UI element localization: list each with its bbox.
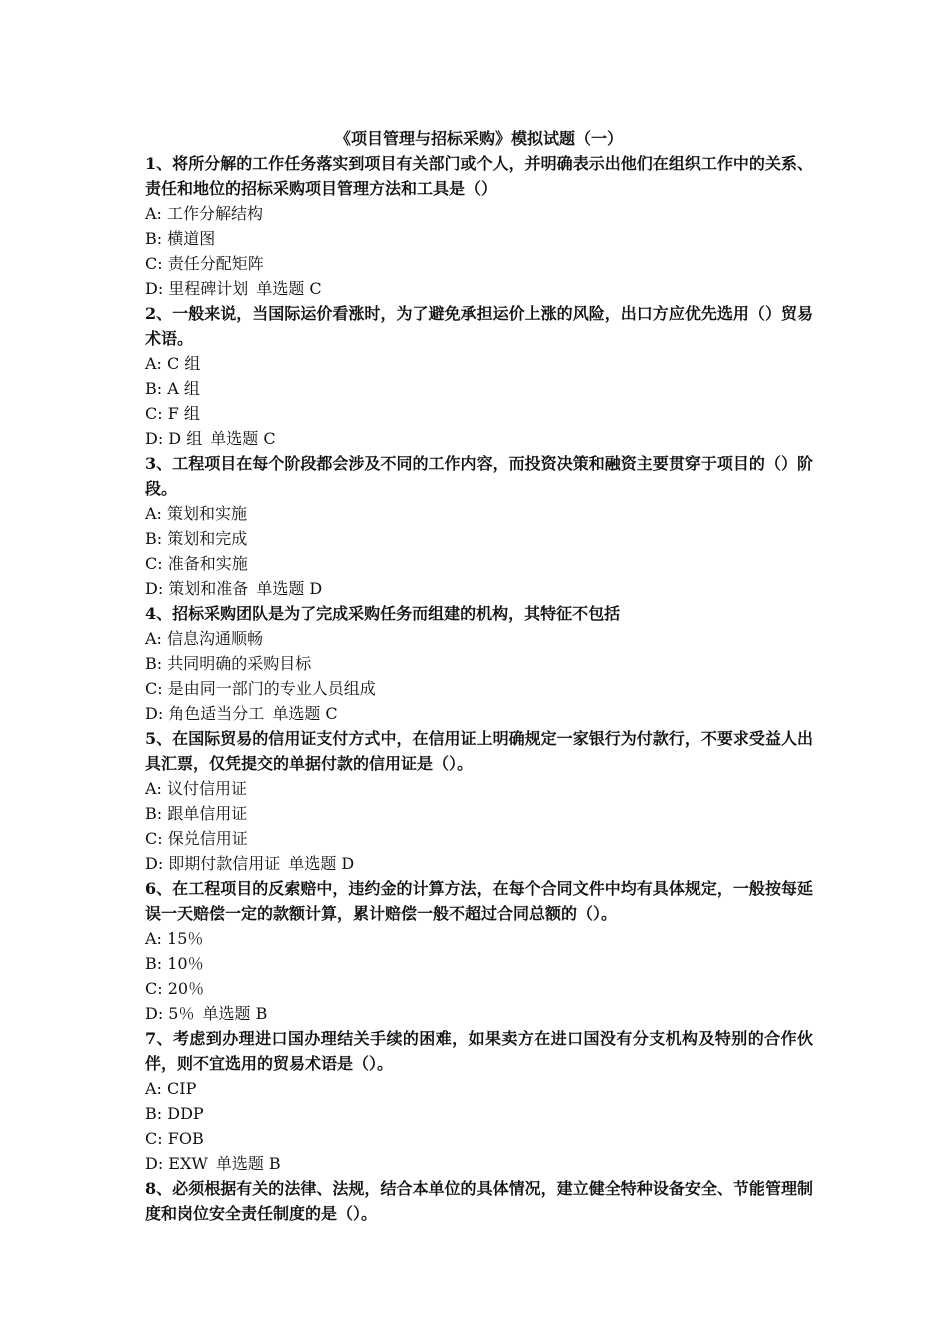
question-block bbox=[145, 1176, 813, 1226]
question-block bbox=[145, 151, 813, 301]
answer-key: 单选题 D bbox=[288, 854, 355, 873]
answer-option bbox=[145, 351, 813, 376]
option-text: C: F 组 bbox=[145, 404, 200, 423]
question-stem: 8、必须根据有关的法律、法规，结合本单位的具体情况，建立健全特种设备安全、节能管理制度和岗位安全责任制度的是（）。 bbox=[145, 1179, 813, 1223]
answer-option bbox=[145, 1101, 813, 1126]
answer-option bbox=[145, 1001, 813, 1026]
answer-option bbox=[145, 951, 813, 976]
answer-key: 单选题 B bbox=[215, 1154, 281, 1173]
option-text: A: 工作分解结构 bbox=[145, 204, 264, 223]
question-stem: 5、在国际贸易的信用证支付方式中，在信用证上明确规定一家银行为付款行，不要求受益人出具汇票，仅凭提交的单据付款的信用证是（）。 bbox=[145, 729, 813, 773]
answer-option bbox=[145, 401, 813, 426]
answer-key: 单选题 D bbox=[256, 579, 323, 598]
answer-option bbox=[145, 426, 813, 451]
question-block bbox=[145, 601, 813, 726]
option-text: D: 里程碑计划 bbox=[145, 279, 249, 298]
option-text: C: FOB bbox=[145, 1129, 204, 1148]
answer-option bbox=[145, 926, 813, 951]
question-stem: 6、在工程项目的反索赔中，违约金的计算方法，在每个合同文件中均有具体规定，一般按每延误一天赔偿一定的款额计算，累计赔偿一般不超过合同总额的（）。 bbox=[145, 879, 813, 923]
option-text: D: D 组 bbox=[145, 429, 203, 448]
answer-option bbox=[145, 626, 813, 651]
answer-option bbox=[145, 976, 813, 1001]
option-text: B: 跟单信用证 bbox=[145, 804, 248, 823]
question-list bbox=[145, 151, 813, 1226]
document-page bbox=[145, 126, 813, 1226]
answer-option bbox=[145, 376, 813, 401]
option-text: B: 横道图 bbox=[145, 229, 216, 248]
answer-key: 单选题 C bbox=[210, 429, 276, 448]
option-text: D: 策划和准备 bbox=[145, 579, 249, 598]
answer-key: 单选题 C bbox=[256, 279, 322, 298]
answer-option bbox=[145, 1126, 813, 1151]
option-text: B: 共同明确的采购目标 bbox=[145, 654, 312, 673]
question-block bbox=[145, 1026, 813, 1176]
option-text: D: 5％ bbox=[145, 1004, 195, 1023]
option-text: C: 保兑信用证 bbox=[145, 829, 248, 848]
question-block bbox=[145, 726, 813, 876]
answer-option bbox=[145, 676, 813, 701]
answer-option bbox=[145, 251, 813, 276]
option-text: D: 即期付款信用证 bbox=[145, 854, 281, 873]
option-text: A: CIP bbox=[145, 1079, 197, 1098]
question-stem: 7、考虑到办理进口国办理结关手续的困难，如果卖方在进口国没有分支机构及特别的合作伙伴，则不宜选用的贸易术语是（）。 bbox=[145, 1029, 813, 1073]
option-text: C: 责任分配矩阵 bbox=[145, 254, 264, 273]
answer-key: 单选题 C bbox=[272, 704, 338, 723]
answer-option bbox=[145, 226, 813, 251]
question-stem: 2、一般来说，当国际运价看涨时，为了避免承担运价上涨的风险，出口方应优先选用（）贸易术语。 bbox=[145, 304, 813, 348]
answer-option bbox=[145, 776, 813, 801]
question-stem: 1、将所分解的工作任务落实到项目有关部门或个人，并明确表示出他们在组织工作中的关系、责任和地位的招标采购项目管理方法和工具是（） bbox=[145, 154, 813, 198]
question-block bbox=[145, 876, 813, 1026]
answer-option bbox=[145, 501, 813, 526]
answer-option bbox=[145, 701, 813, 726]
option-text: A: 议付信用证 bbox=[145, 779, 248, 798]
option-text: A: C 组 bbox=[145, 354, 201, 373]
option-text: A: 15％ bbox=[145, 929, 204, 948]
option-text: B: 策划和完成 bbox=[145, 529, 248, 548]
option-text: D: EXW bbox=[145, 1154, 208, 1173]
answer-option bbox=[145, 801, 813, 826]
answer-option bbox=[145, 1076, 813, 1101]
option-text: A: 策划和实施 bbox=[145, 504, 248, 523]
answer-option bbox=[145, 576, 813, 601]
answer-option bbox=[145, 276, 813, 301]
question-stem: 4、招标采购团队是为了完成采购任务而组建的机构，其特征不包括 bbox=[145, 604, 621, 623]
option-text: B: 10％ bbox=[145, 954, 204, 973]
question-stem: 3、工程项目在每个阶段都会涉及不同的工作内容，而投资决策和融资主要贯穿于项目的（）阶段。 bbox=[145, 454, 813, 498]
answer-option bbox=[145, 826, 813, 851]
option-text: C: 是由同一部门的专业人员组成 bbox=[145, 679, 376, 698]
answer-option bbox=[145, 201, 813, 226]
answer-option bbox=[145, 1151, 813, 1176]
answer-key: 单选题 B bbox=[202, 1004, 268, 1023]
answer-option bbox=[145, 651, 813, 676]
answer-option bbox=[145, 851, 813, 876]
option-text: A: 信息沟通顺畅 bbox=[145, 629, 264, 648]
answer-option bbox=[145, 526, 813, 551]
option-text: B: A 组 bbox=[145, 379, 200, 398]
option-text: B: DDP bbox=[145, 1104, 204, 1123]
question-block bbox=[145, 451, 813, 601]
option-text: D: 角色适当分工 bbox=[145, 704, 265, 723]
option-text: C: 准备和实施 bbox=[145, 554, 248, 573]
answer-option bbox=[145, 551, 813, 576]
option-text: C: 20％ bbox=[145, 979, 205, 998]
question-block bbox=[145, 301, 813, 451]
document-title: 《项目管理与招标采购》模拟试题（一） bbox=[334, 129, 623, 148]
